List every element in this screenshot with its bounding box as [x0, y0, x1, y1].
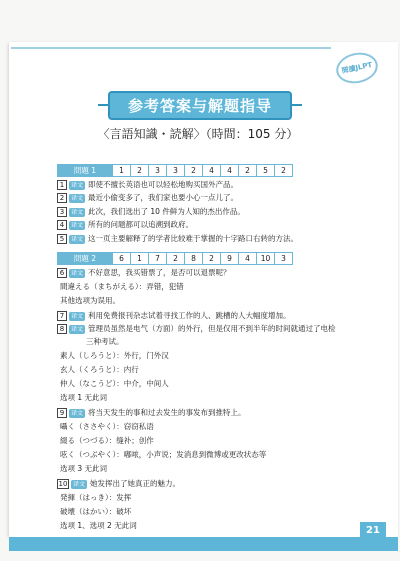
answer-cell: 3 [149, 165, 167, 177]
question-number: 9 [57, 408, 67, 418]
vocab-note: 玄人（くろうと）：内行 [60, 365, 139, 374]
translation-tag: 译文 [71, 221, 84, 229]
question-number: 1 [57, 180, 67, 190]
answer-cell: 2 [275, 165, 293, 177]
question-number: 7 [57, 311, 67, 321]
translation-tag: 译文 [71, 208, 84, 216]
answer-cell: 2 [131, 165, 149, 177]
explanation-text: 管理员虽然是电气（方面）的外行，但是仅用不到半年的时间就通过了电检 [88, 324, 336, 333]
answer-cell: 10 [257, 253, 275, 265]
answer-cell: 9 [221, 253, 239, 265]
translation-tag: 译文 [71, 194, 84, 202]
explanation-item [57, 268, 231, 278]
explanation-continuation: 三种考试。 [86, 337, 124, 346]
explanation-text: 即使不擅长英语也可以轻松地购买国外产品。 [88, 180, 239, 189]
explanation-item [57, 408, 246, 418]
option-note: 其他选项为误用。 [60, 296, 120, 305]
answer-table-label: 問題 1 [58, 165, 113, 177]
answer-cell: 6 [113, 253, 131, 265]
vocab-note: 呟く（つぶやく）：嘟哝，小声说；发消息到微博或更改状态等 [60, 450, 267, 459]
answer-cell: 2 [185, 165, 203, 177]
translation-tag: 译文 [71, 409, 84, 417]
answer-table-1 [57, 164, 293, 177]
translation-tag: 译文 [71, 269, 84, 277]
answer-cell: 2 [167, 253, 185, 265]
explanation-text: 这一页主要解释了的学者比较难于掌握的十字路口右转的方法。 [88, 234, 299, 243]
page-subtitle: 〈言語知識・読解〉（時間：105 分） [97, 127, 299, 141]
explanation-text: 最近小偷变多了，我们家也要小心一点儿了。 [88, 193, 239, 202]
translation-tag: 译文 [73, 480, 86, 488]
question-number: 4 [57, 220, 67, 230]
question-number: 5 [57, 234, 67, 244]
answer-cell: 2 [203, 253, 221, 265]
vocab-note: 素人（しろうと）：外行，门外汉 [60, 351, 169, 360]
explanation-item [57, 324, 336, 334]
explanation-item [57, 180, 238, 190]
answer-cell: 4 [221, 165, 239, 177]
answer-cell: 1 [131, 253, 149, 265]
question-number: 3 [57, 207, 67, 217]
translation-tag: 译文 [71, 325, 84, 333]
answer-table-label: 問題 2 [58, 253, 113, 265]
question-number: 2 [57, 193, 67, 203]
vocab-note: 間違える（まちがえる）：弄错，犯错 [60, 282, 184, 291]
answer-cell: 2 [239, 165, 257, 177]
answer-cell: 8 [185, 253, 203, 265]
question-number: 6 [57, 268, 67, 278]
explanation-item [57, 479, 180, 489]
explanation-item [57, 193, 238, 203]
top-rule [11, 47, 331, 49]
question-number: 10 [58, 480, 68, 488]
answer-cell: 3 [275, 253, 293, 265]
explanation-text: 此次，我们选出了 10 件鲜为人知的杰出作品。 [88, 207, 245, 216]
vocab-note: 綴る（つづる）：缝补；创作 [60, 436, 154, 445]
explanation-text: 利用免费报刊杂志试着寻找工作的人、跳槽的人大幅度增加。 [88, 311, 291, 320]
vocab-note: 発揮（はっき）：发挥 [60, 493, 132, 502]
translation-tag: 译文 [71, 312, 84, 320]
explanation-text: 将当天发生的事和过去发生的事发布到推特上。 [88, 408, 246, 417]
answer-cell: 5 [257, 165, 275, 177]
postmark-stamp: 閱讀JLPT [333, 49, 380, 87]
translation-tag: 译文 [71, 235, 84, 243]
vocab-note: 破壊（はかい）：破坏 [60, 507, 132, 516]
answer-cell: 4 [203, 165, 221, 177]
answer-cell: 1 [113, 165, 131, 177]
explanation-item [57, 311, 291, 321]
answer-cell: 4 [239, 253, 257, 265]
option-note: 选项 1、选项 2 无此词 [60, 521, 137, 530]
explanation-text: 不好意思，我买错票了，是否可以退票呢？ [88, 268, 231, 277]
vocab-note: 仲人（なこうど）：中介，中间人 [60, 379, 169, 388]
page-number: 21 [360, 522, 386, 538]
answer-table-2 [57, 252, 293, 265]
explanation-item [57, 234, 298, 244]
answer-cell: 7 [149, 253, 167, 265]
option-note: 选项 1 无此词 [60, 393, 108, 402]
page-title: 参考答案与解题指导 [108, 91, 292, 120]
explanation-item [57, 220, 193, 230]
answer-cell: 3 [167, 165, 185, 177]
question-number: 8 [57, 324, 67, 334]
option-note: 选项 3 无此词 [60, 464, 108, 473]
explanation-text: 所有的问题都可以追溯到政府。 [88, 220, 194, 229]
explanation-text: 她发挥出了她真正的魅力。 [90, 479, 181, 488]
footer-bar [9, 537, 398, 551]
vocab-note: 囁く（ささやく）：窃窃私语 [60, 422, 154, 431]
explanation-item [57, 207, 245, 217]
translation-tag: 译文 [71, 181, 84, 189]
